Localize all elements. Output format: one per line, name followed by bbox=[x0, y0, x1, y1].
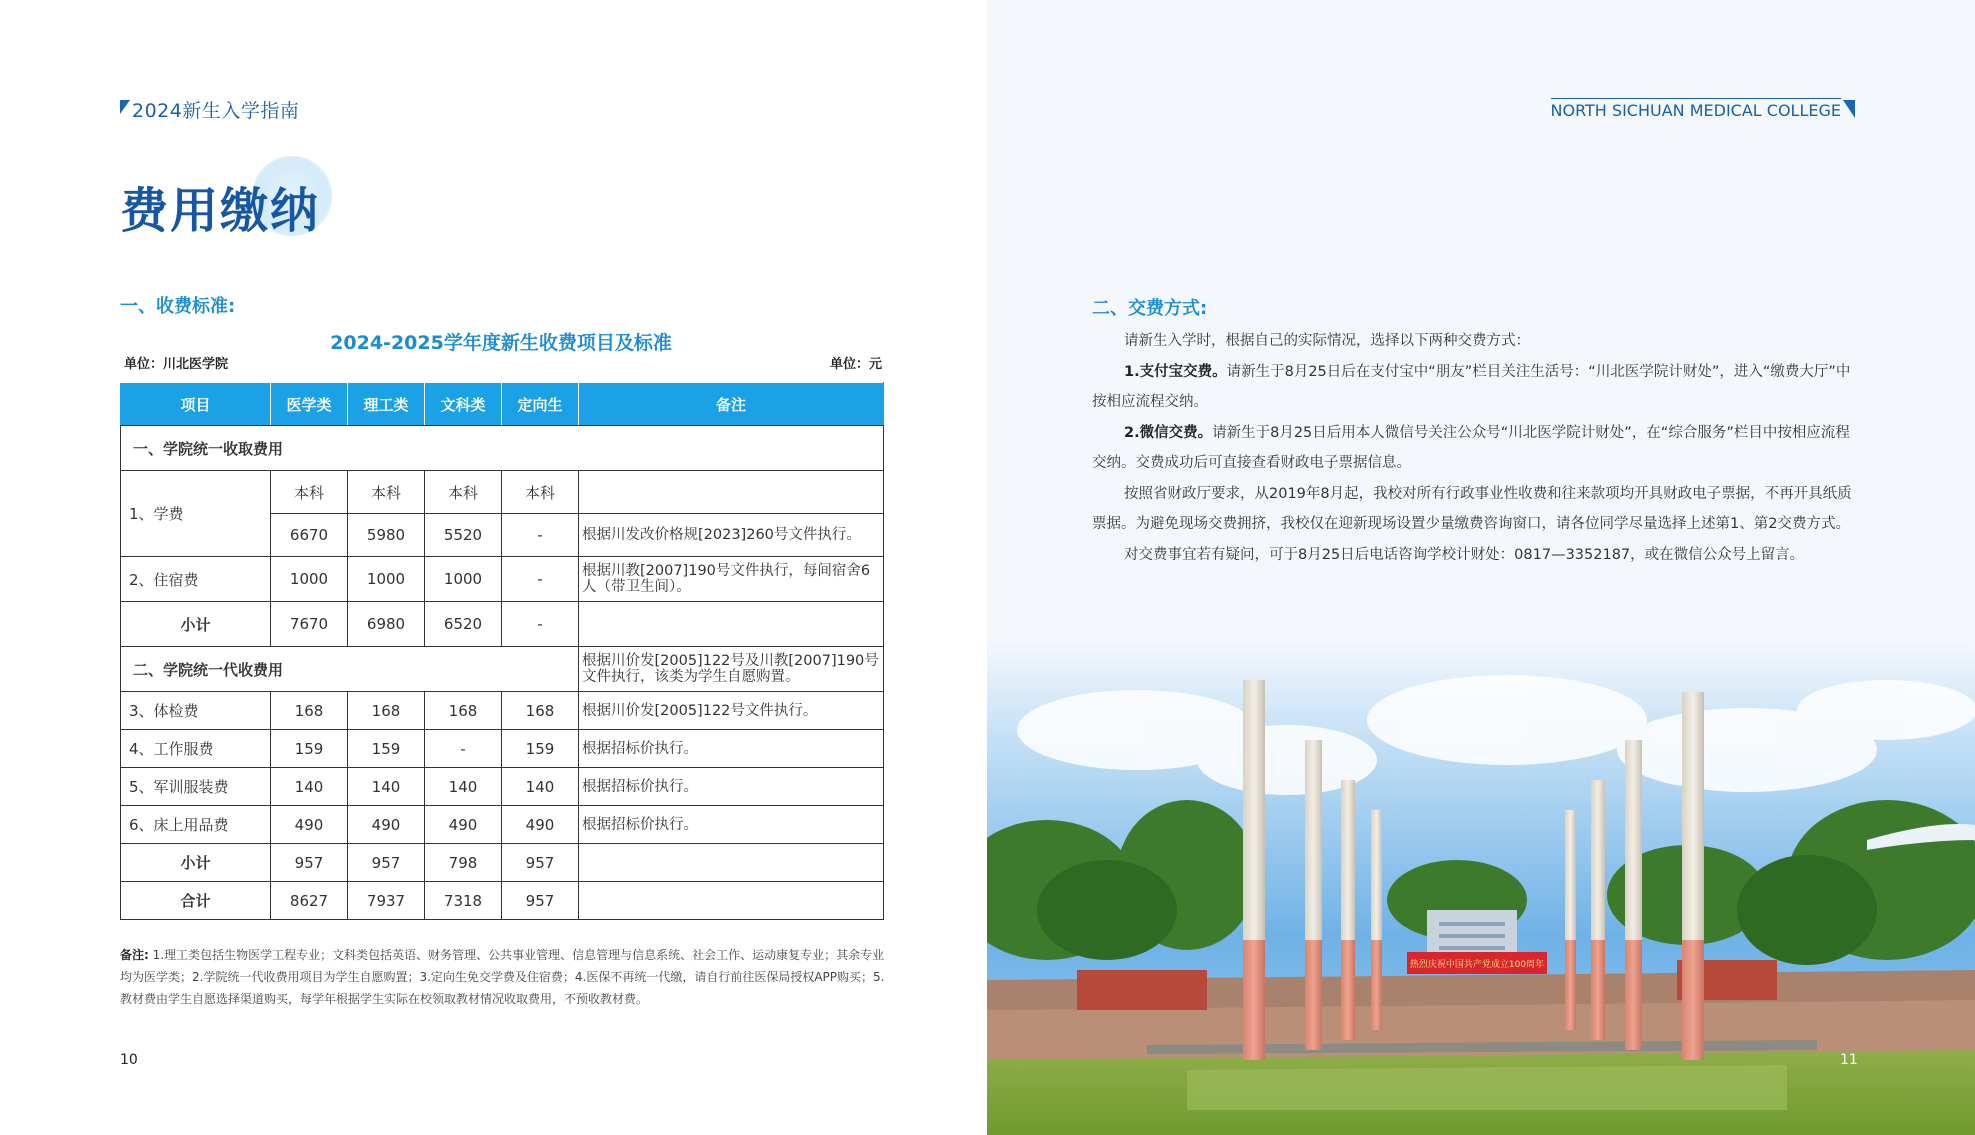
table-row bbox=[121, 882, 884, 920]
table-row bbox=[121, 602, 884, 647]
table-cell: 168 bbox=[502, 692, 579, 730]
table-cell: 957 bbox=[271, 844, 348, 882]
fee-table bbox=[120, 382, 884, 920]
table-cell: 957 bbox=[502, 882, 579, 920]
section-b-note: 根据川价发[2005]122号及川教[2007]190号文件执行，该类为学生自愿购置。 bbox=[579, 647, 884, 692]
table-cell: 490 bbox=[502, 806, 579, 844]
guide-title: 2024新生入学指南 bbox=[132, 100, 300, 122]
bedding-fee-note: 根据招标价执行。 bbox=[579, 806, 884, 844]
table-cell: 7937 bbox=[348, 882, 425, 920]
table-cell: 6520 bbox=[425, 602, 502, 647]
wechat-paragraph bbox=[1092, 418, 1854, 479]
table-cell: 140 bbox=[271, 768, 348, 806]
table-cell: 798 bbox=[425, 844, 502, 882]
table-cell: 140 bbox=[348, 768, 425, 806]
corner-mark-icon bbox=[1843, 100, 1855, 118]
table-cell: 1000 bbox=[425, 557, 502, 602]
left-page bbox=[0, 0, 987, 1135]
table-cell: 1000 bbox=[348, 557, 425, 602]
campus-photo bbox=[987, 640, 1975, 1135]
table-cell: 本科 bbox=[348, 471, 425, 514]
contact-paragraph: 对交费事宜若有疑问，可于8月25日后电话咨询学校计财处：0817—3352187，或在微信公众号上留言。 bbox=[1124, 546, 1805, 563]
military-fee-label: 5、军训服装费 bbox=[121, 768, 271, 806]
tuition-note: 根据川发改价格规[2023]260号文件执行。 bbox=[579, 514, 884, 557]
footnote bbox=[120, 944, 886, 1010]
table-cell: 6980 bbox=[348, 602, 425, 647]
table-header-row bbox=[121, 383, 884, 426]
col-header-arts: 文科类 bbox=[425, 383, 502, 426]
table-cell: 140 bbox=[425, 768, 502, 806]
table-cell bbox=[579, 471, 884, 514]
section-a-label: 一、学院统一收取费用 bbox=[121, 426, 884, 471]
table-cell: 490 bbox=[425, 806, 502, 844]
college-header bbox=[1551, 98, 1855, 120]
total-label: 合计 bbox=[121, 882, 271, 920]
table-row bbox=[121, 426, 884, 471]
bedding-fee-label: 6、床上用品费 bbox=[121, 806, 271, 844]
table-cell: 6670 bbox=[271, 514, 348, 557]
policy-paragraph: 按照省财政厅要求，从2019年8月起，我校对所有行政事业性收费和往来款项均开具财政电子票据，不再开具纸质票据。为避免现场交费拥挤，我校仅在迎新现场设置少量缴费咨询窗口，请各位同学尽量选择上述第1、第2交费方式。 bbox=[1092, 485, 1852, 532]
wechat-text: 请新生于8月25日后用本人微信号关注公众号“川北医学院计财处”，在“综合服务”栏目中按相应流程交纳。交费成功后可直接查看财政电子票据信息。 bbox=[1092, 424, 1850, 471]
table-row bbox=[121, 730, 884, 768]
table-cell: 8627 bbox=[271, 882, 348, 920]
table-cell: - bbox=[502, 557, 579, 602]
table-row bbox=[121, 806, 884, 844]
table-row bbox=[121, 471, 884, 514]
col-header-remarks: 备注 bbox=[579, 383, 884, 426]
page-number-right: 11 bbox=[1840, 1052, 1858, 1068]
table-cell: 957 bbox=[502, 844, 579, 882]
table-cell: 5520 bbox=[425, 514, 502, 557]
col-header-directed: 定向生 bbox=[502, 383, 579, 426]
alipay-label: 1.支付宝交费。 bbox=[1124, 363, 1227, 380]
table-cell: - bbox=[425, 730, 502, 768]
footnote-text: 1.理工类包括生物医学工程专业；文科类包括英语、财务管理、公共事业管理、信息管理与信息系统、社会工作、运动康复专业；其余专业均为医学类；2.学院统一代收费用项目为学生自愿购置；3.定向生免交学费及住宿费；4.医保不再统一代缴，请自行前往医保局授权APP购买；5.教材费由学生自愿选择渠道购买，每学年根据学生实际在校领取教材情况收取费用，不预收教材费。 bbox=[120, 948, 885, 1006]
table-cell: 159 bbox=[271, 730, 348, 768]
alipay-paragraph bbox=[1092, 357, 1854, 418]
payment-instructions bbox=[1092, 326, 1854, 570]
table-cell bbox=[579, 602, 884, 647]
table-cell: 140 bbox=[502, 768, 579, 806]
table-cell: 7318 bbox=[425, 882, 502, 920]
table-cell: 168 bbox=[271, 692, 348, 730]
wechat-label: 2.微信交费。 bbox=[1124, 424, 1213, 441]
page-number-left: 10 bbox=[120, 1052, 138, 1068]
table-cell bbox=[579, 882, 884, 920]
exam-fee-label: 3、体检费 bbox=[121, 692, 271, 730]
page-title: 费用缴纳 bbox=[120, 183, 321, 239]
table-cell: 本科 bbox=[271, 471, 348, 514]
military-fee-note: 根据招标价执行。 bbox=[579, 768, 884, 806]
section-heading-fees: 一、收费标准: bbox=[120, 296, 236, 317]
table-row bbox=[121, 768, 884, 806]
section-heading-payment: 二、交费方式: bbox=[1092, 298, 1208, 319]
table-cell: 5980 bbox=[348, 514, 425, 557]
table-cell: 168 bbox=[425, 692, 502, 730]
unit-currency: 单位：元 bbox=[829, 357, 882, 372]
lodging-label: 2、住宿费 bbox=[121, 557, 271, 602]
col-header-item: 项目 bbox=[121, 383, 271, 426]
table-title: 2024-2025学年度新生收费项目及标准 bbox=[330, 332, 672, 354]
col-header-medical: 医学类 bbox=[271, 383, 348, 426]
table-cell bbox=[579, 844, 884, 882]
table-cell: 159 bbox=[348, 730, 425, 768]
table-cell: 168 bbox=[348, 692, 425, 730]
table-cell: 1000 bbox=[271, 557, 348, 602]
table-cell: 本科 bbox=[502, 471, 579, 514]
banner-text: 热烈庆祝中国共产党成立100周年 bbox=[1409, 960, 1545, 970]
table-row bbox=[121, 647, 884, 692]
table-cell: 159 bbox=[502, 730, 579, 768]
uniform-fee-label: 4、工作服费 bbox=[121, 730, 271, 768]
table-cell: 957 bbox=[348, 844, 425, 882]
footnote-label: 备注: bbox=[120, 948, 149, 962]
table-row bbox=[121, 692, 884, 730]
subtotal-a-label: 小计 bbox=[121, 602, 271, 647]
college-name: NORTH SICHUAN MEDICAL COLLEGE bbox=[1551, 98, 1841, 120]
unit-institution: 单位：川北医学院 bbox=[124, 357, 229, 372]
uniform-fee-note: 根据招标价执行。 bbox=[579, 730, 884, 768]
payment-intro: 请新生入学时，根据自己的实际情况，选择以下两种交费方式： bbox=[1124, 333, 1530, 349]
col-header-science: 理工类 bbox=[348, 383, 425, 426]
table-row bbox=[121, 844, 884, 882]
subtotal-b-label: 小计 bbox=[121, 844, 271, 882]
exam-fee-note: 根据川价发[2005]122号文件执行。 bbox=[579, 692, 884, 730]
table-cell: 490 bbox=[271, 806, 348, 844]
table-cell: - bbox=[502, 602, 579, 647]
lodging-note: 根据川教[2007]190号文件执行，每间宿舍6人（带卫生间）。 bbox=[579, 557, 884, 602]
table-cell: 本科 bbox=[425, 471, 502, 514]
table-cell: 7670 bbox=[271, 602, 348, 647]
section-b-label: 二、学院统一代收费用 bbox=[121, 647, 579, 692]
table-cell: - bbox=[502, 514, 579, 557]
tuition-label: 1、学费 bbox=[121, 471, 271, 557]
table-row bbox=[121, 557, 884, 602]
guide-header bbox=[120, 96, 299, 123]
corner-mark-icon bbox=[120, 100, 130, 114]
table-cell: 490 bbox=[348, 806, 425, 844]
alipay-text: 请新生于8月25日后在支付宝中“朋友”栏目关注生活号：“川北医学院计财处”，进入“缴费大厅”中按相应流程交纳。 bbox=[1092, 363, 1851, 410]
